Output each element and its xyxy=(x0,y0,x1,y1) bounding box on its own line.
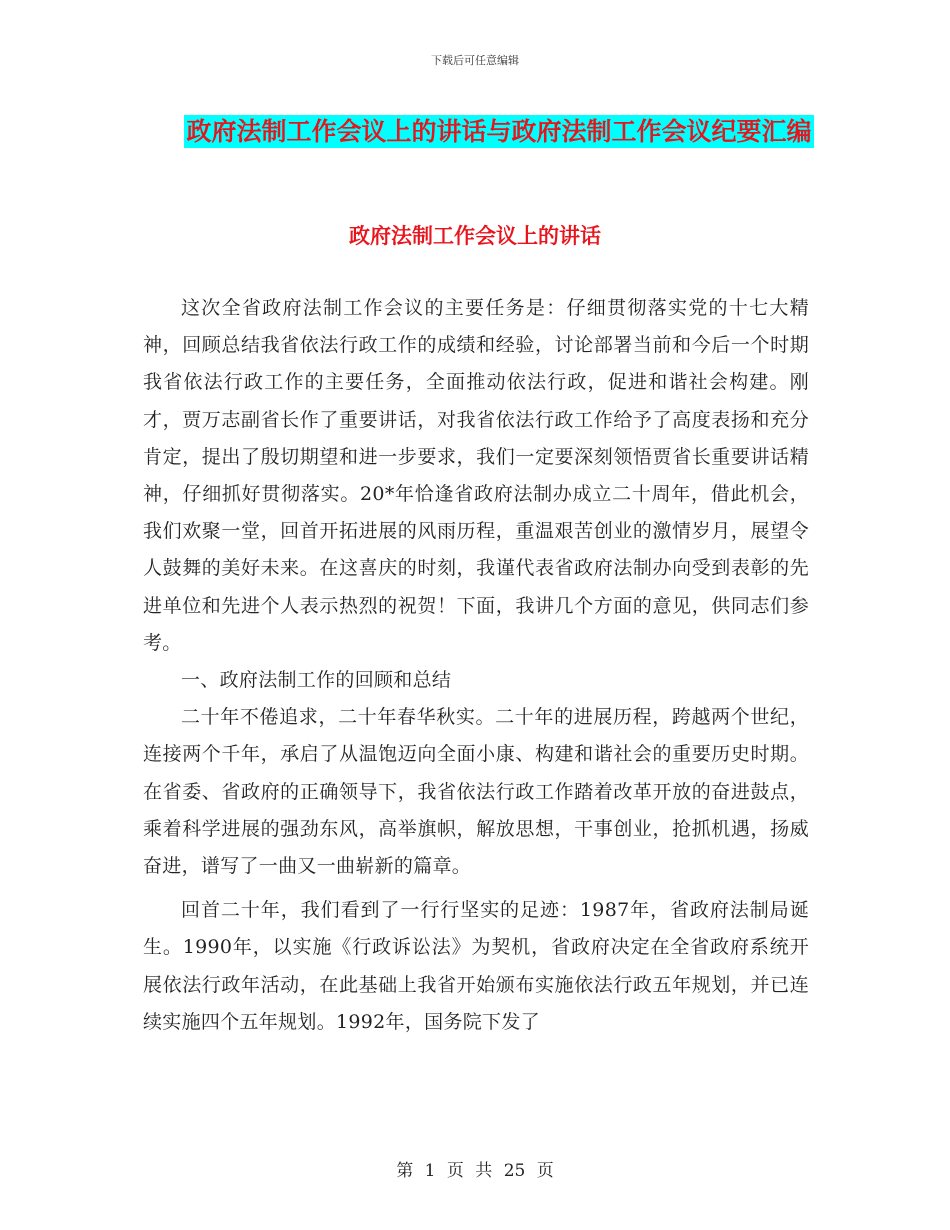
paragraph-history: 回首二十年，我们看到了一行行坚实的足迹：1987年，省政府法制局诞生。1990年，以实施《行政诉讼法》为契机，省政府决定在全省政府系统开展依法行政年活动，在此基础上我省开始颁布实施依法行政五年规划，并已连续实施四个五年规划。1992年，国务院下发了 xyxy=(143,899,809,1033)
page-number-footer: 第 1 页 共 25 页 xyxy=(396,1161,554,1181)
document-main-title xyxy=(140,108,858,156)
section-title: 政府法制工作会议上的讲话 xyxy=(349,224,601,248)
paragraph-twenty-years: 二十年不倦追求，二十年春华秋实。二十年的进展历程，跨越两个世纪，连接两个千年，承启了从温饱迈向全面小康、构建和谐社会的重要历史时期。在省委、省政府的正确领导下，我省依法行政工作踏着改革开放的奋进鼓点，乘着科学进展的强劲东风，高举旗帜，解放思想，干事创业，抢抓机遇，扬威奋进，谱写了一曲又一曲崭新的篇章。 xyxy=(143,706,809,878)
page-header-note: 下载后可任意编辑 xyxy=(431,54,519,67)
paragraph-heading-review: 一、政府法制工作的回顾和总结 xyxy=(181,669,452,692)
main-title-text: 政府法制工作会议上的讲话与政府法制工作会议纪要汇编 xyxy=(186,117,812,146)
paragraph-intro: 这次全省政府法制工作会议的主要任务是：仔细贯彻落实党的十七大精神，回顾总结我省依法行政工作的成绩和经验，讨论部署当前和今后一个时期我省依法行政工作的主要任务，全面推动依法行政，促进和谐社会构建。刚才，贾万志副省长作了重要讲话，对我省依法行政工作给予了高度表扬和充分肯定，提出了殷切期望和进一步要求，我们一定要深刻领悟贾省长重要讲话精神，仔细抓好贯彻落实。20*年恰逢省政府法制办成立二十周年，借此机会，我们欢聚一堂，回首开拓进展的风雨历程，重温艰苦创业的激情岁月，展望令人鼓舞的美好未来。在这喜庆的时刻，我谨代表省政府法制办向受到表彰的先进单位和先进个人表示热烈的祝贺！下面，我讲几个方面的意见，供同志们参考。 xyxy=(143,297,809,654)
document-body xyxy=(143,290,809,1041)
